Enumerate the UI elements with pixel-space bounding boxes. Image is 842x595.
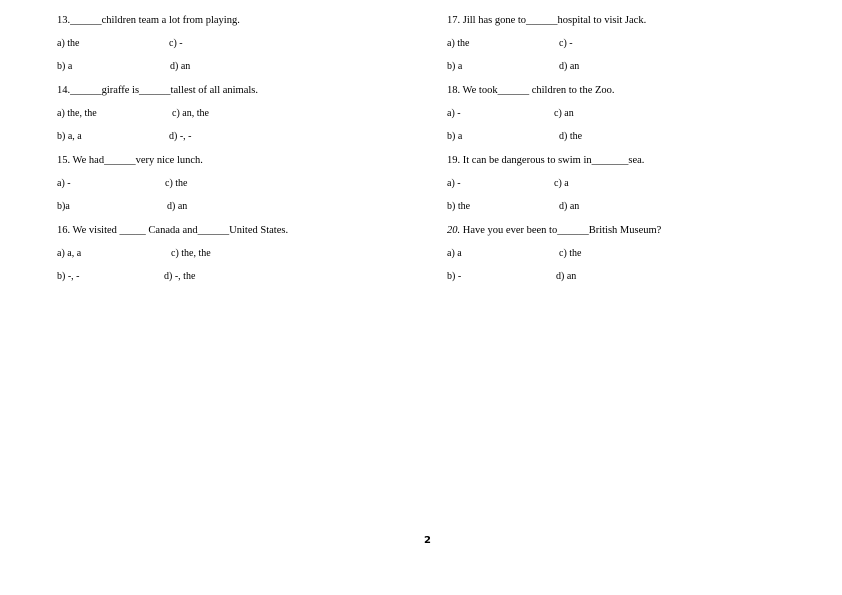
- option-c: c) -: [169, 38, 183, 49]
- option-b: b) the: [447, 201, 471, 212]
- question-15: [57, 154, 417, 224]
- question-text: Have you ever been to______British Museum?: [460, 225, 662, 236]
- option-b: b) a: [447, 131, 463, 142]
- option-c: c) an: [554, 108, 574, 119]
- question-13: [57, 14, 417, 84]
- option-c: c) the: [559, 248, 582, 259]
- option-a: a) -: [447, 178, 461, 189]
- option-d: d) an: [170, 61, 191, 72]
- question-number: 20.: [447, 225, 461, 236]
- option-d: d) -, the: [164, 271, 196, 282]
- option-b: b)a: [57, 201, 70, 212]
- option-a: a) -: [57, 178, 71, 189]
- question-14: [57, 84, 417, 154]
- option-d: d) an: [167, 201, 188, 212]
- option-b: b) a, a: [57, 131, 82, 142]
- option-a: a) the: [447, 38, 470, 49]
- option-a: a) a: [447, 248, 462, 259]
- right-column: [447, 14, 807, 294]
- option-b: b) -: [447, 271, 462, 282]
- option-b: b) -, -: [57, 271, 80, 282]
- option-d: d) an: [559, 201, 580, 212]
- question-stem: 13.______children team a lot from playing.: [57, 15, 240, 26]
- page-number: 2: [424, 535, 431, 546]
- option-a: a) a, a: [57, 248, 82, 259]
- question-stem: [447, 224, 661, 237]
- option-c: c) -: [559, 38, 573, 49]
- question-stem: 18. We took______ children to the Zoo.: [447, 85, 615, 96]
- left-column: [57, 14, 417, 294]
- question-stem: 16. We visited _____ Canada and______United States.: [57, 225, 289, 236]
- question-stem: 15. We had______very nice lunch.: [57, 155, 203, 166]
- question-18: [447, 84, 807, 154]
- question-16: [57, 224, 417, 294]
- option-a: a) the, the: [57, 108, 97, 119]
- option-c: c) the, the: [171, 248, 211, 259]
- option-d: d) an: [559, 61, 580, 72]
- option-d: d) the: [559, 131, 583, 142]
- question-19: [447, 154, 807, 224]
- question-17: [447, 14, 807, 84]
- option-a: a) -: [447, 108, 461, 119]
- question-stem: 17. Jill has gone to______hospital to visit Jack.: [447, 15, 647, 26]
- option-b: b) a: [57, 61, 73, 72]
- question-stem: 19. It can be dangerous to swim in_______sea.: [447, 155, 645, 166]
- question-20: [447, 224, 807, 294]
- question-stem: 14.______giraffe is______tallest of all animals.: [57, 85, 259, 96]
- option-b: b) a: [447, 61, 463, 72]
- option-d: d) an: [556, 271, 577, 282]
- option-c: c) an, the: [172, 108, 209, 119]
- option-d: d) -, -: [169, 131, 192, 142]
- option-a: a) the: [57, 38, 80, 49]
- option-c: c) the: [165, 178, 188, 189]
- option-c: c) a: [554, 178, 569, 189]
